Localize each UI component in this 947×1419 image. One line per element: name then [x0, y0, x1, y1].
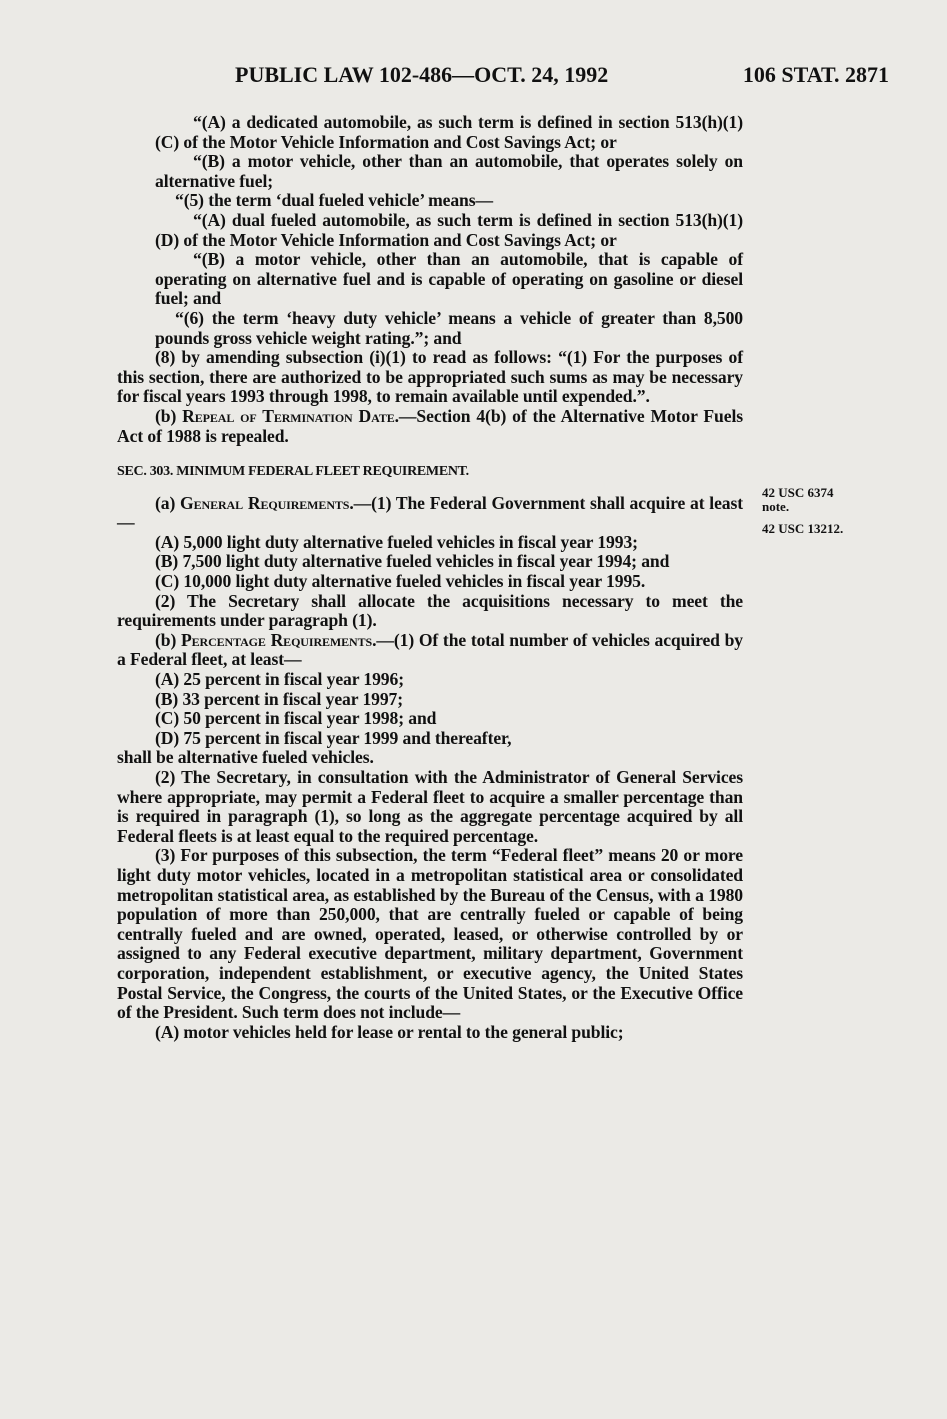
dash: — — [353, 492, 372, 513]
paragraph: (3) For purposes of this subsection, the term “Federal fleet” means 20 or more light duty motor vehicles, located in a metropolitan statistical area or consolidated metropolitan statistical area, as established by the Bureau of the Census, with a 1980 population of more than 250,000, that are centrally fueled or capable of being centrally fueled and are owned, operated, leased, or otherwise controlled by or assigned to any Federal executive department, military department, Government corporation, independent establishment, or executive agency, the United States Postal Service, the Congress, the courts of the United States, or the Executive Office of the President. Such term does not include— — [117, 845, 743, 1023]
dash: — — [376, 629, 394, 650]
paragraph: (B) 7,500 light duty alternative fueled vehicles in fiscal year 1994; and — [155, 551, 670, 572]
paragraph: shall be alternative fueled vehicles. — [117, 747, 374, 768]
paragraph: “(A) a dedicated automobile, as such term is defined in section 513(h)(1)(C) of the Motor Vehicle Information and Cost Savings Act; or — [155, 112, 743, 152]
paragraph: “(B) a motor vehicle, other than an automobile, that is capable of operating on alternative fuel and is capable of operating on gasoline or diesel fuel; and — [155, 249, 743, 309]
margin-note-line: 42 USC 6374 — [762, 485, 834, 500]
page-header-title: PUBLIC LAW 102-486—OCT. 24, 1992 — [235, 62, 609, 87]
paragraph-general — [117, 494, 743, 533]
paragraph-text: (1) The Federal Government shall acquire at least— — [117, 492, 743, 533]
paragraph: (C) 50 percent in fiscal year 1998; and — [155, 708, 437, 729]
section-heading: SEC. 303. MINIMUM FEDERAL FLEET REQUIREMENT. — [117, 464, 469, 480]
paragraph: (2) The Secretary shall allocate the acquisitions necessary to meet the requirements under paragraph (1). — [117, 590, 743, 631]
margin-note-usc-6374 — [762, 486, 902, 514]
paragraph: (A) 25 percent in fiscal year 1996; — [155, 669, 404, 690]
paragraph: (2) The Secretary, in consultation with the Administrator of General Services where appropriate, may permit a Federal fleet to acquire a smaller percentage than is required in paragraph (1), so long as the aggregate percentage acquired by all Federal fleets is at least equal to the required percentage. — [117, 767, 743, 846]
subsection-prefix: (b) — [155, 405, 183, 426]
paragraph: (B) 33 percent in fiscal year 1997; — [155, 688, 403, 709]
paragraph: (A) motor vehicles held for lease or rental to the general public; — [155, 1021, 624, 1042]
paragraph-text: (1) Of the total number of vehicles acquired by a Federal fleet, at least— — [117, 629, 743, 670]
paragraph: “(6) the term ‘heavy duty vehicle’ means a vehicle of greater than 8,500 pounds gross vehicle weight rating.”; and — [155, 307, 743, 348]
dash: — — [398, 405, 417, 426]
subsection-heading: Repeal of Termination Date. — [182, 405, 399, 426]
subsection-prefix: (b) — [155, 629, 181, 650]
paragraph-repeal — [117, 407, 743, 446]
paragraph: (8) by amending subsection (i)(1) to read as follows: “(1) For the purposes of this section, there are authorized to be appropriated such sums as may be necessary for fiscal years 1993 through 1998, to remain available until expended.”. — [117, 347, 743, 407]
statute-body — [117, 113, 743, 1042]
subsection-heading: General Requirements. — [180, 492, 354, 513]
subsection-heading: Percentage Requirements. — [180, 629, 377, 650]
subsection-prefix: (a) — [155, 492, 181, 513]
running-header — [0, 62, 947, 92]
paragraph: “(5) the term ‘dual fueled vehicle’ means— — [175, 190, 493, 211]
paragraph: (D) 75 percent in fiscal year 1999 and thereafter, — [155, 727, 512, 748]
paragraph: (A) 5,000 light duty alternative fueled vehicles in fiscal year 1993; — [155, 531, 638, 552]
paragraph: (C) 10,000 light duty alternative fueled vehicles in fiscal year 1995. — [155, 571, 646, 592]
paragraph: “(B) a motor vehicle, other than an automobile, that operates solely on alternative fuel; — [155, 151, 743, 191]
page-header-stat: 106 STAT. 2871 — [742, 62, 889, 87]
margin-note-line: 42 USC 13212. — [762, 521, 844, 536]
paragraph-percentage — [117, 631, 743, 670]
paragraph-text: Section 4(b) of the Alternative Motor Fuels Act of 1988 is repealed. — [117, 405, 743, 446]
margin-note-line: note. — [762, 499, 790, 514]
paragraph: “(A) dual fueled automobile, as such term is defined in section 513(h)(1)(D) of the Motor Vehicle Information and Cost Savings Act; or — [155, 209, 743, 250]
margin-note-usc-13212 — [762, 522, 902, 536]
